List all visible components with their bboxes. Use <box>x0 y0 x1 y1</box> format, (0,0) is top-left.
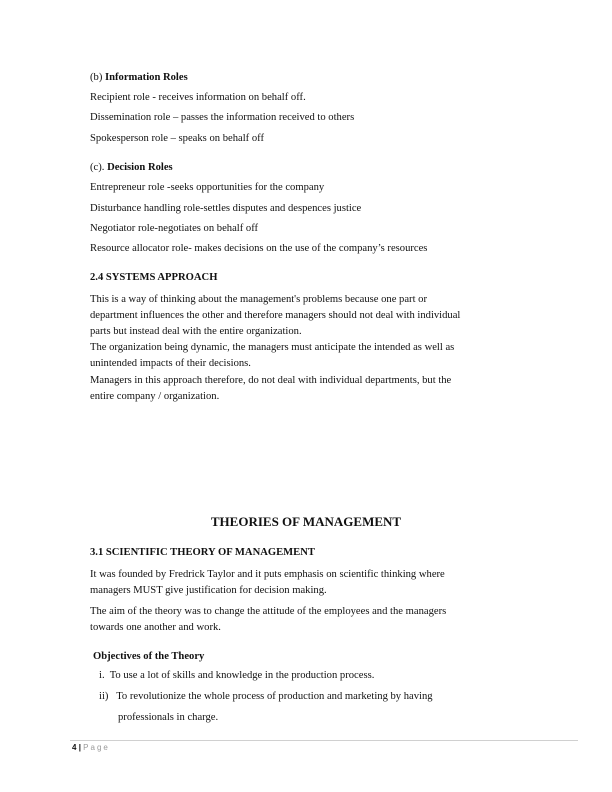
objectives-heading: Objectives of the Theory <box>93 651 205 662</box>
list-item: Resource allocator role- makes decisions on the use of the company’s resources <box>90 243 428 254</box>
objective-text: To revolutionize the whole process of production and marketing by having <box>116 691 433 702</box>
objective-item <box>99 690 433 704</box>
footer-separator: | <box>78 743 81 752</box>
systems-heading: 2.4 SYSTEMS APPROACH <box>90 272 218 283</box>
page-label: Page <box>83 743 110 752</box>
paragraph-line: The organization being dynamic, the managers must anticipate the intended as well as <box>90 342 455 353</box>
paragraph-line: parts but instead deal with the entire organization. <box>90 326 302 337</box>
scientific-heading: 3.1 SCIENTIFIC THEORY OF MANAGEMENT <box>90 547 315 558</box>
paragraph-line: Managers in this approach therefore, do not deal with individual departments, but the <box>90 375 452 386</box>
objective-item <box>99 669 374 683</box>
list-marker: ii) <box>99 691 109 702</box>
heading-text: Information Roles <box>105 72 188 83</box>
list-item: Dissemination role – passes the information received to others <box>90 112 355 123</box>
list-item: Spokesperson role – speaks on behalf off <box>90 133 264 144</box>
objective-continuation: professionals in charge. <box>118 712 219 723</box>
paragraph-line: entire company / organization. <box>90 391 220 402</box>
page-title: THEORIES OF MANAGEMENT <box>210 514 402 529</box>
decision-roles-heading <box>90 161 173 175</box>
list-item: Recipient role - receives information on behalf off. <box>90 92 306 103</box>
list-item: Disturbance handling role-settles disputes and despences justice <box>90 203 362 214</box>
list-item: Negotiator role-negotiates on behalf off <box>90 223 259 234</box>
objective-text: To use a lot of skills and knowledge in the production process. <box>109 670 375 681</box>
page-footer <box>72 742 110 754</box>
footer-divider <box>70 740 578 741</box>
paragraph-line: department influences the other and therefore managers should not deal with individual <box>90 310 461 321</box>
list-item: Entrepreneur role -seeks opportunities for the company <box>90 182 325 193</box>
paragraph-line: It was founded by Fredrick Taylor and it puts emphasis on scientific thinking where <box>90 569 445 580</box>
paragraph-line: This is a way of thinking about the management's problems because one part or <box>90 294 427 305</box>
heading-text: Decision Roles <box>107 162 173 173</box>
paragraph-line: unintended impacts of their decisions. <box>90 358 251 369</box>
heading-prefix: (b) <box>90 72 103 83</box>
paragraph-line: managers MUST give justification for decision making. <box>90 585 327 596</box>
info-roles-heading <box>90 71 188 85</box>
heading-prefix: (c). <box>90 162 105 173</box>
page-number: 4 <box>72 743 77 752</box>
list-marker: i. <box>99 670 105 681</box>
paragraph-line: The aim of the theory was to change the attitude of the employees and the managers <box>90 606 447 617</box>
paragraph-line: towards one another and work. <box>90 622 221 633</box>
